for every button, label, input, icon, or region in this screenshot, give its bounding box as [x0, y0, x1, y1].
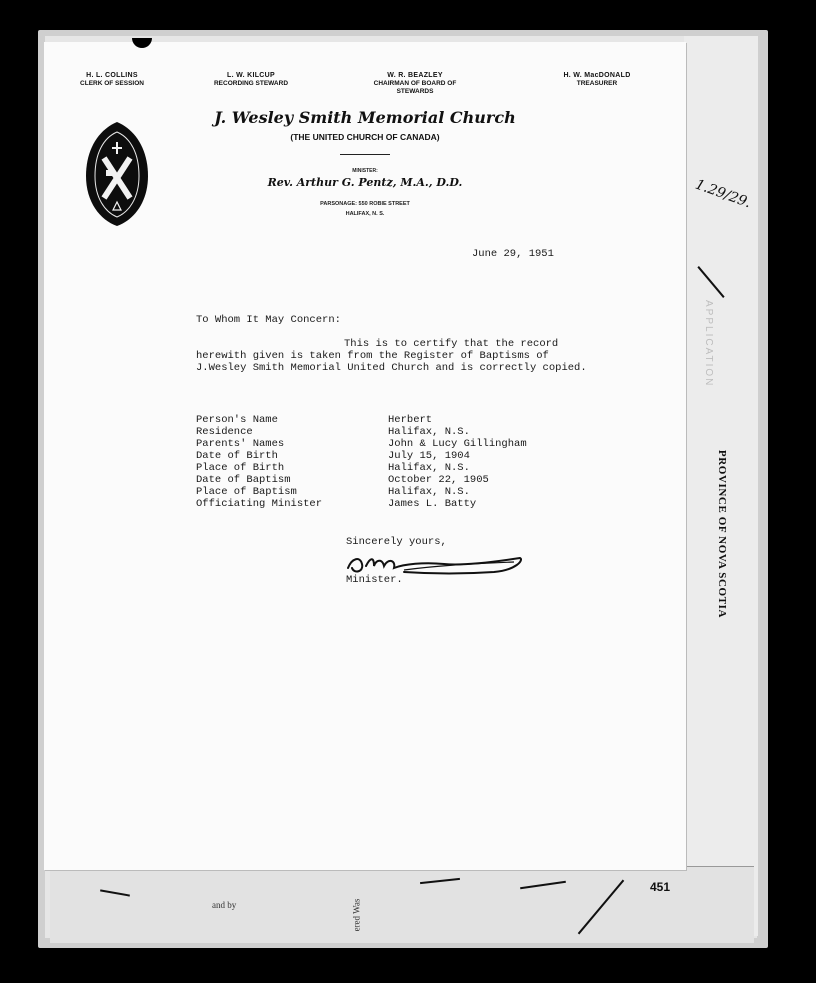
- church-name: J. Wesley Smith Memorial Church: [214, 108, 516, 127]
- parsonage-city: HALIFAX, N. S.: [345, 211, 385, 217]
- minister-name: Rev. Arthur G. Pentz, M.A., D.D.: [267, 176, 463, 189]
- officer-collins: [37, 72, 187, 88]
- record-row: [196, 414, 596, 426]
- record-row: [196, 498, 596, 510]
- officer-name: W. R. BEAZLEY: [387, 72, 443, 79]
- officer-title: TREASURER: [576, 80, 618, 87]
- officer-name: H. W. MacDONALD: [563, 72, 631, 79]
- record-row: [196, 450, 596, 462]
- officer-beazley: [365, 72, 465, 96]
- form-number: 451: [650, 880, 671, 894]
- record-label: Residence: [196, 426, 253, 438]
- record-value: Halifax, N.S.: [388, 486, 470, 498]
- record-label: Place of Birth: [196, 462, 285, 474]
- record-value: James L. Batty: [388, 498, 477, 510]
- divider: [340, 154, 390, 155]
- background-faded-heading: APPLICATION: [703, 300, 714, 388]
- church-denomination: (THE UNITED CHURCH OF CANADA): [290, 132, 440, 142]
- record-row: [196, 486, 596, 498]
- record-value: July 15, 1904: [388, 450, 470, 462]
- record-value: Halifax, N.S.: [388, 426, 470, 438]
- record-label: Date of Birth: [196, 450, 278, 462]
- baptism-certificate-letter: [44, 42, 686, 870]
- closing: Sincerely yours,: [346, 536, 447, 548]
- parsonage-address: [194, 199, 536, 219]
- body-line: herewith given is taken from the Register of Baptisms of: [196, 350, 549, 362]
- minister-label: MINISTER:: [352, 168, 378, 174]
- record-label: Place of Baptism: [196, 486, 297, 498]
- letter-date: June 29, 1951: [472, 248, 554, 260]
- record-value: October 22, 1905: [388, 474, 489, 486]
- officer-macdonald: [522, 72, 672, 88]
- record-value: Halifax, N.S.: [388, 462, 470, 474]
- record-label: Officiating Minister: [196, 498, 323, 510]
- officer-name: H. L. COLLINS: [86, 72, 138, 79]
- record-row: [196, 426, 596, 438]
- background-form-bottom-strip: [50, 866, 754, 943]
- record-label: Person's Name: [196, 414, 278, 426]
- officer-title: CLERK OF SESSION: [80, 80, 144, 87]
- province-heading-text: PROVINCE OF NOVA SCOTIA: [716, 449, 728, 619]
- officer-name: L. W. KILCUP: [227, 72, 275, 79]
- officer-title: CHAIRMAN OF BOARD OF STEWARDS: [373, 80, 457, 95]
- form-fragment: ered Was: [351, 898, 362, 932]
- officer-title: RECORDING STEWARD: [213, 80, 289, 87]
- signature-title: Minister.: [346, 574, 403, 586]
- salutation: To Whom It May Concern:: [196, 314, 341, 326]
- record-label: Parents' Names: [196, 438, 285, 450]
- form-fragment: and by: [212, 900, 237, 910]
- record-row: [196, 474, 596, 486]
- handwritten-pen-note: 1.29/29.: [693, 176, 754, 212]
- record-row: [196, 462, 596, 474]
- body-line: This is to certify that the record: [344, 338, 559, 350]
- body-line: J.Wesley Smith Memorial United Church and is correctly copied.: [196, 362, 587, 374]
- record-row: [196, 438, 596, 450]
- record-label: Date of Baptism: [196, 474, 291, 486]
- province-heading: [712, 436, 728, 636]
- officer-kilcup: [176, 72, 326, 88]
- record-value: John & Lucy Gillingham: [388, 438, 527, 450]
- record-value: Herbert: [388, 414, 433, 426]
- parsonage-street: PARSONAGE: 550 ROBIE STREET: [320, 201, 410, 207]
- church-seal-icon: [84, 120, 150, 228]
- paper-notch: [132, 38, 152, 48]
